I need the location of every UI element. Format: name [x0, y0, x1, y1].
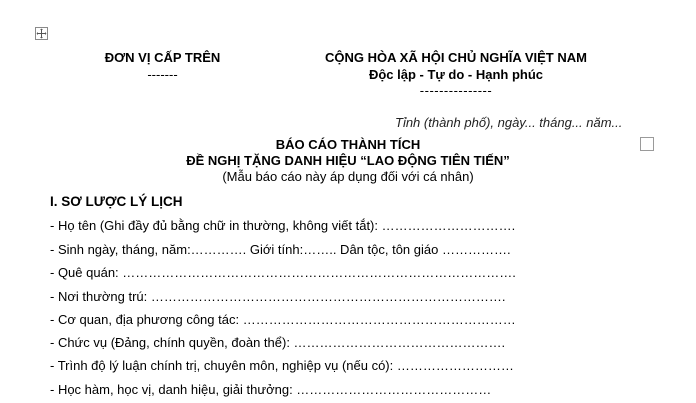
- place-date-line: Tỉnh (thành phố), ngày... tháng... năm...: [395, 115, 623, 130]
- field-workplace: - Cơ quan, địa phương công tác: ………………………………………………………: [50, 312, 516, 327]
- left-header-title: ĐƠN VỊ CẤP TRÊN: [104, 50, 221, 65]
- field-academic-titles: - Học hàm, học vị, danh hiệu, giải thưởng: ………………………………………: [50, 382, 492, 397]
- report-subtitle: ĐỀ NGHỊ TẶNG DANH HIỆU “LAO ĐỘNG TIÊN TIẾN”: [186, 153, 510, 168]
- report-title: BÁO CÁO THÀNH TÍCH: [275, 137, 421, 152]
- move-arrows-icon: [36, 28, 47, 39]
- right-header-rule: ---------------: [419, 83, 493, 98]
- right-header-subtitle: Độc lập - Tự do - Hạnh phúc: [368, 67, 544, 82]
- field-qualification: - Trình độ lý luận chính trị, chuyên môn, nghiệp vụ (nếu có): ………………………: [50, 358, 514, 373]
- left-header-rule: -------: [147, 67, 178, 82]
- field-hometown: - Quê quán: ……………………………………………………………………………….: [50, 265, 516, 280]
- right-header-title: CỘNG HÒA XÃ HỘI CHỦ NGHĨA VIỆT NAM: [325, 50, 587, 65]
- section-heading: I. SƠ LƯỢC LÝ LỊCH: [50, 194, 183, 209]
- field-full-name: - Họ tên (Ghi đầy đủ bằng chữ in thường, không viết tắt): ………………………….: [50, 218, 516, 233]
- field-residence: - Nơi thường trú: ……………………………………………………………………….: [50, 289, 506, 304]
- move-cross-icon[interactable]: [35, 27, 48, 40]
- field-birth-gender-ethnicity: - Sinh ngày, tháng, năm:…………. Giới tính:…….. Dân tộc, tôn giáo …………….: [50, 242, 511, 257]
- report-note: (Mẫu báo cáo này áp dụng đối với cá nhân): [222, 169, 474, 184]
- field-position: - Chức vụ (Đảng, chính quyền, đoàn thể): ………………………………………….: [50, 335, 506, 350]
